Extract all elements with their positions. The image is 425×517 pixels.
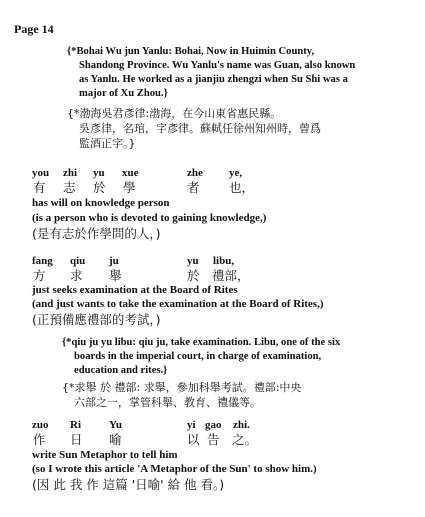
pinyin-word: yi — [187, 419, 196, 431]
chinese-character: 求 — [70, 268, 83, 283]
pinyin-word: ju — [109, 255, 119, 267]
note-line: education and rites.} — [74, 365, 168, 376]
english-translation: (and just wants to take the examination at the Board of Rites,) — [32, 298, 324, 310]
chinese-translation: (正預備應禮部的考試，) — [32, 312, 161, 327]
chinese-character: 舉 — [109, 268, 122, 283]
pinyin-word: qiu — [70, 255, 86, 267]
chinese-character: 之。 — [232, 432, 258, 447]
annotation-note-2 — [62, 336, 340, 378]
chinese-character: 以 — [187, 432, 200, 447]
pinyin-word: libu, — [213, 255, 235, 267]
note-line: Shandong Province. Wu Yanlu's name was Guan, also known — [79, 60, 356, 71]
note-line: 監酒正字。} — [79, 137, 136, 150]
note-line: as Yanlu. He worked as a jianjiu zhengzi when Su Shi was a — [79, 74, 348, 85]
pinyin-word: zhi. — [233, 419, 250, 431]
pinyin-word: ye, — [229, 167, 243, 179]
pinyin-word: you — [32, 167, 50, 179]
chinese-character: 者 — [187, 180, 200, 195]
note-line: boards in the imperial court, in charge of examination, — [74, 351, 322, 362]
chinese-character: 於 — [187, 268, 200, 283]
note-line: {*求舉 於 禮部: 求舉，參加科舉考試。禮部:中央 — [62, 381, 302, 394]
chinese-character: 方 — [33, 268, 46, 283]
pinyin-word: zhi — [63, 167, 78, 179]
character-row — [0, 268, 425, 283]
annotation-note-1 — [67, 45, 355, 101]
chinese-character: 也， — [229, 180, 255, 195]
chinese-character: 於 — [93, 180, 106, 195]
annotation-note-1-chinese — [67, 106, 321, 151]
chinese-character: 有 — [33, 180, 46, 195]
note-line: {*渤海吳君彥律:渤海，在今山東省惠民縣。 — [67, 107, 282, 120]
pinyin-word: gao — [205, 419, 222, 431]
chinese-translation: (因 此 我 作 這篇 '日喻' 給 他 看。) — [32, 477, 225, 492]
pinyin-row — [0, 166, 425, 180]
pinyin-word: yu — [93, 167, 105, 179]
character-row — [0, 180, 425, 195]
pinyin-word: fang — [32, 255, 53, 267]
note-line: 吳彥律，名琯，字彥律。蘇軾任徐州知州時，曾爲 — [79, 122, 321, 135]
character-row — [0, 432, 425, 447]
chinese-character: 喻 — [109, 432, 122, 447]
pinyin-word: Yu — [109, 419, 123, 431]
pinyin-word: Ri — [70, 419, 81, 431]
pinyin-word: xue — [122, 167, 139, 179]
chinese-character: 作 — [33, 432, 46, 447]
note-line: {*qiu ju yu libu: qiu ju, take examination. Libu, one of the six — [62, 337, 341, 348]
chinese-character: 學 — [123, 180, 136, 195]
pinyin-row — [0, 418, 425, 432]
chinese-character: 日 — [70, 432, 83, 447]
annotation-note-2-chinese — [62, 380, 301, 410]
pinyin-word: zhe — [187, 167, 203, 179]
english-translation: (so I wrote this article 'A Metaphor of the Sun' to show him.) — [32, 463, 317, 475]
pinyin-word: yu — [187, 255, 199, 267]
pinyin-row — [0, 254, 425, 268]
word-gloss: has will on knowledge person — [32, 197, 170, 209]
pinyin-word: zuo — [32, 419, 49, 431]
word-gloss: write Sun Metaphor to tell him — [32, 449, 178, 461]
chinese-character: 禮部， — [212, 268, 250, 283]
english-translation: (is a person who is devoted to gaining knowledge,) — [32, 212, 267, 224]
page-number: Page 14 — [14, 22, 54, 36]
chinese-translation: (是有志於作學問的人，) — [32, 226, 161, 241]
word-gloss: just seeks examination at the Board of Rites — [32, 284, 238, 296]
note-line: 六部之一，掌管科舉、教育、禮儀等。 — [74, 396, 261, 409]
note-line: {*Bohai Wu jun Yanlu: Bohai, Now in Huimin County, — [67, 46, 315, 57]
chinese-character: 告 — [207, 432, 220, 447]
note-line: major of Xu Zhou.} — [79, 88, 168, 99]
chinese-character: 志 — [63, 180, 76, 195]
